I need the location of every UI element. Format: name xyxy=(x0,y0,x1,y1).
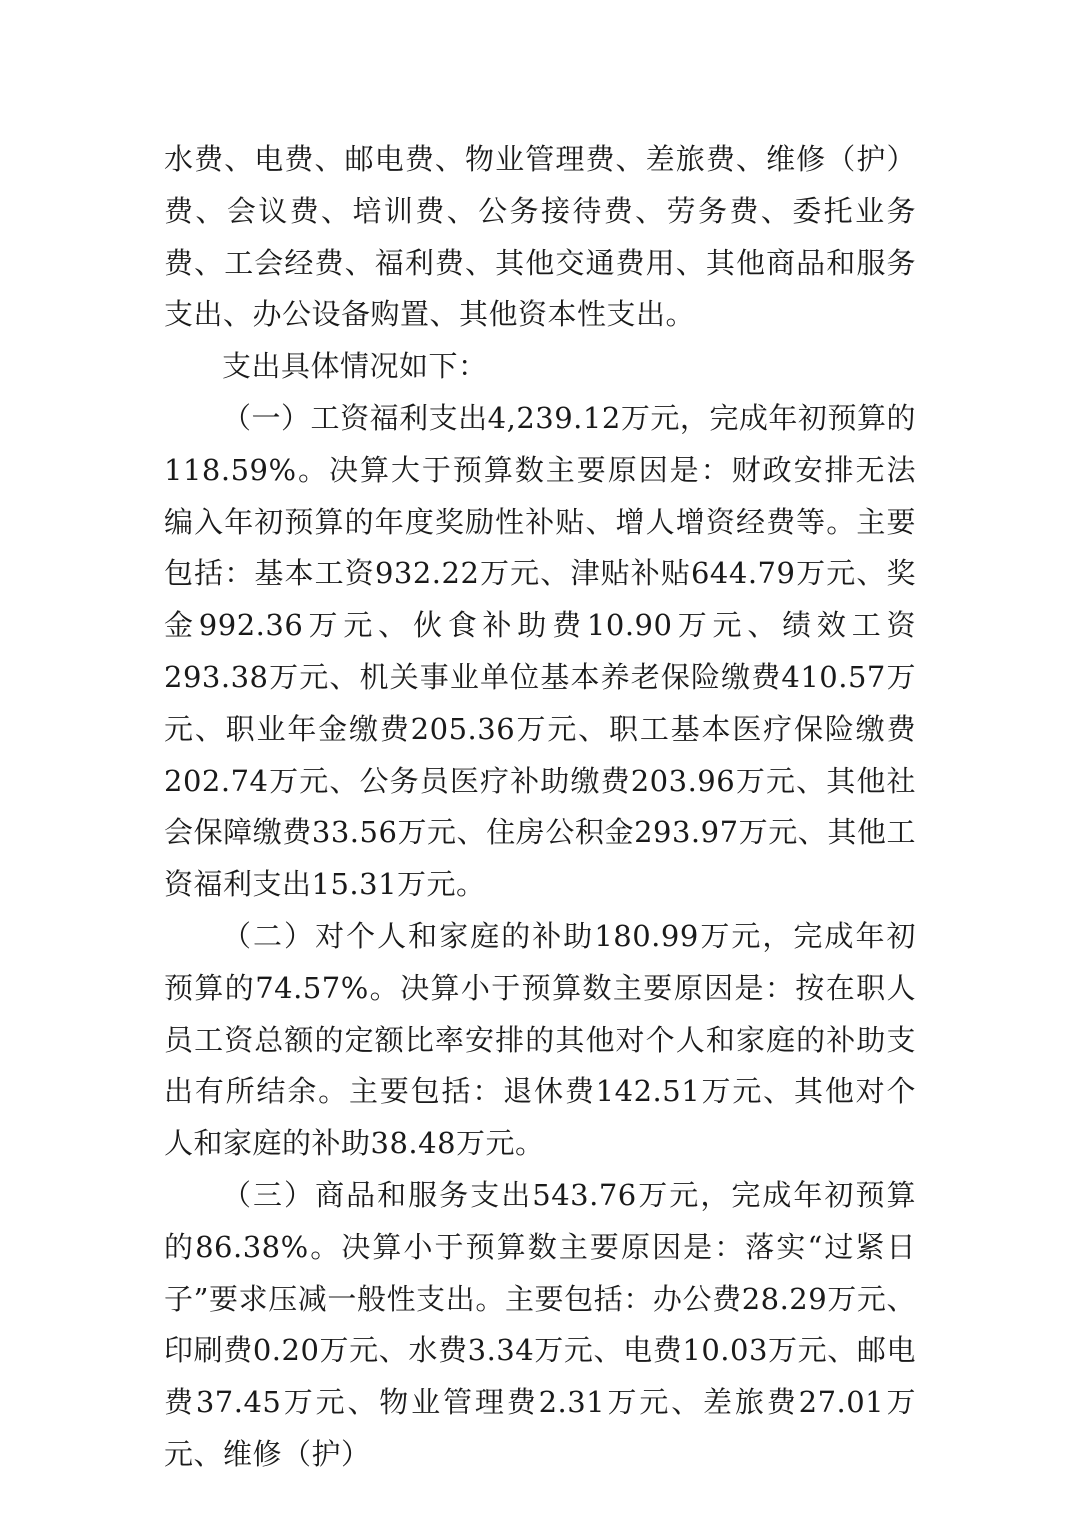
paragraph-expense-items-continued: 水费、电费、邮电费、物业管理费、差旅费、维修（护）费、会议费、培训费、公务接待费、劳务费、委托业务费、工会经费、福利费、其他交通费用、其他商品和服务支出、办公设备购置、其他资本性支出。 xyxy=(164,142,916,332)
paragraph-personal-family-subsidy: （二）对个人和家庭的补助180.99万元，完成年初预算的74.57%。决算小于预算数主要原因是：按在职人员工资总额的定额比率安排的其他对个人和家庭的补助支出有所结余。主要包括：退休费142.51万元、其他对个人和家庭的补助38.48万元。 xyxy=(164,918,916,1161)
paragraph-wage-welfare: （一）工资福利支出4,239.12万元，完成年初预算的118.59%。决算大于预算数主要原因是：财政安排无法编入年初预算的年度奖励性补贴、增人增资经费等。主要包括：基本工资932.22万元、津贴补贴644.79万元、奖金992.36万元、伙食补助费10.90万元、绩效工资293.38万元、机关事业单位基本养老保险缴费410.57万元、职业年金缴费205.36万元、职工基本医疗保险缴费202.74万元、公务员医疗补助缴费203.96万元、其他社会保障缴费33.56万元、住房公积金293.97万元、其他工资福利支出15.31万元。 xyxy=(164,400,916,902)
document-body xyxy=(164,134,916,1481)
paragraph-expense-intro: 支出具体情况如下： xyxy=(222,349,488,384)
paragraph-goods-services: （三）商品和服务支出543.76万元，完成年初预算的86.38%。决算小于预算数主要原因是：落实“过紧日子”要求压减一般性支出。主要包括：办公费28.29万元、印刷费0.20万元、水费3.34万元、电费10.03万元、邮电费37.45万元、物业管理费2.31万元、差旅费27.01万元、维修（护） xyxy=(164,1177,916,1471)
